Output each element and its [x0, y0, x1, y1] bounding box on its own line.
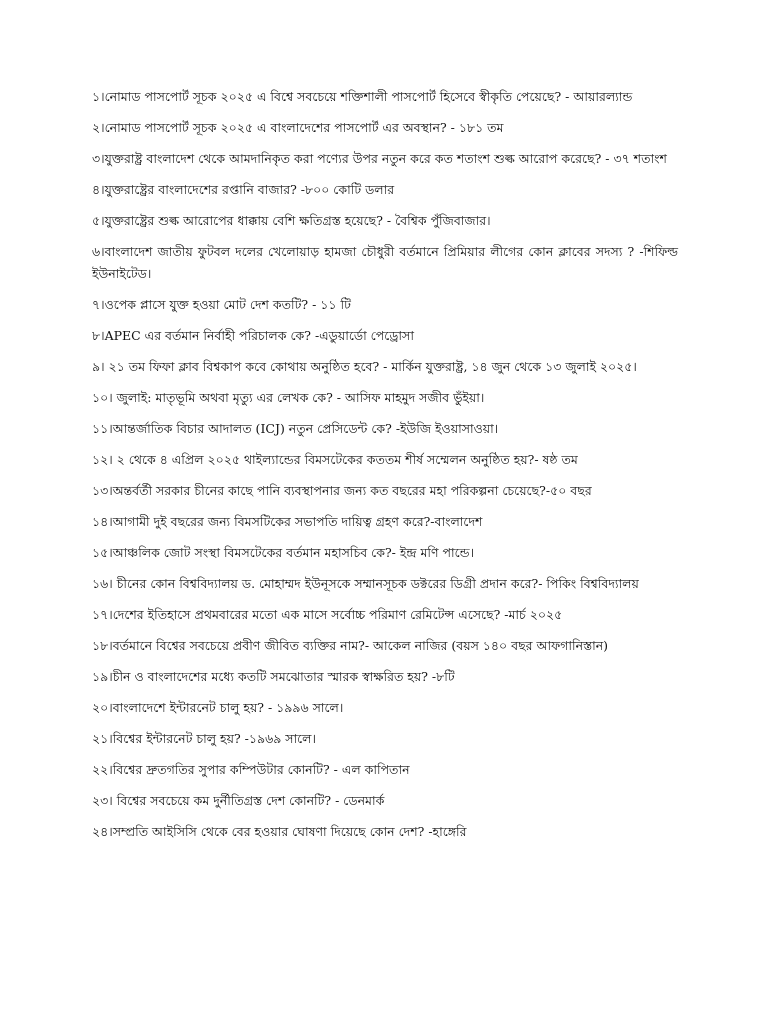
- question-13: ১৩।অন্তর্বর্তী সরকার চীনের কাছে পানি ব্যবস্থাপনার জন্য কত বছরের মহা পরিকল্পনা চেয়েছে?-৫০ বছর: [92, 483, 592, 498]
- question-17: ১৭।দেশের ইতিহাসে প্রথমবারের মতো এক মাসে সর্বোচ্চ পরিমাণ রেমিটেন্স এসেছে? -মার্চ ২০২৫: [92, 607, 563, 622]
- question-8: ৮।APEC এর বর্তমান নির্বাহী পরিচালক কে? -এডুয়ার্ডো পেড্রোসা: [92, 328, 414, 343]
- question-15: ১৫।আঞ্চলিক জোট সংস্থা বিমসটেকের বর্তমান মহাসচিব কে?- ইন্দ্র মণি পান্ডে।: [92, 545, 475, 560]
- question-11: ১১।আন্তর্জাতিক বিচার আদালত (ICJ) নতুন প্রেসিডেন্ট কে? -ইউজি ইওয়াসাওয়া।: [92, 421, 499, 436]
- question-22: ২২।বিশ্বের দ্রুতগতির সুপার কম্পিউটার কোনটি? - এল কাপিতান: [92, 762, 410, 777]
- question-20: ২০।বাংলাদেশে ইন্টারনেট চালু হয়? - ১৯৯৬ সালে।: [92, 700, 344, 715]
- question-16: ১৬। চীনের কোন বিশ্ববিদ্যালয় ড. মোহাম্মদ ইউনূসকে সম্মানসূচক ডক্টরের ডিগ্রী প্রদান করে?- পিকিং বিশ্ববিদ্যালয়: [92, 576, 639, 591]
- question-19: ১৯।চীন ও বাংলাদেশের মধ্যে কতটি সমঝোতার স্মারক স্বাক্ষরিত হয়? -৮টি: [92, 669, 455, 684]
- question-10: ১০। জুলাই: মাতৃভূমি অথবা মৃত্যু এর লেখক কে? - আসিফ মাহমুদ সজীব ভুঁইয়া।: [92, 390, 485, 405]
- question-21: ২১।বিশ্বের ইন্টারনেট চালু হয়? -১৯৬৯ সালে।: [92, 731, 316, 746]
- question-24: ২৪।সম্প্রতি আইসিসি থেকে বের হওয়ার ঘোষণা দিয়েছে কোন দেশ? -হাঙ্গেরি: [92, 824, 467, 839]
- question-18: ১৮।বর্তমানে বিশ্বের সবচেয়ে প্রবীণ জীবিত ব্যক্তির নাম?- আকেল নাজির (বয়স ১৪০ বছর আফগানিস্তান): [92, 638, 609, 653]
- question-14: ১৪।আগামী দুই বছরের জন্য বিমসটিকের সভাপতি দায়িত্ব গ্রহণ করে?-বাংলাদেশ: [92, 514, 483, 529]
- question-12: ১২। ২ থেকে ৪ এপ্রিল ২০২৫ থাইল্যান্ডের বিমসটেকের কততম শীর্ষ সম্মেলন অনুষ্ঠিত হয়?- ষষ্ঠ তম: [92, 452, 578, 467]
- question-5: ৫।যুক্তরাষ্ট্রের শুল্ক আরোপের ধাক্কায় বেশি ক্ষতিগ্রস্ত হয়েছে? - বৈশ্বিক পুঁজিবাজার।: [92, 213, 491, 228]
- question-2: ২।নোমাড পাসপোর্ট সূচক ২০২৫ এ বাংলাদেশের পাসপোর্ট এর অবস্থান? - ১৮১ তম: [92, 120, 504, 135]
- question-23: ২৩। বিশ্বের সবচেয়ে কম দুর্নীতিগ্রস্ত দেশ কোনটি? - ডেনমার্ক: [92, 793, 385, 808]
- question-6: ৬।বাংলাদেশ জাতীয় ফুটবল দলের খেলোয়াড় হামজা চৌধুরী বর্তমানে প্রিমিয়ার লীগের কোন ক্লাবের সদস্য ? -শিফিল্ড ইউনাইটেড।: [92, 244, 678, 281]
- question-list: [92, 86, 678, 852]
- question-3: ৩।যুক্তরাষ্ট্র বাংলাদেশ থেকে আমদানিকৃত করা পণ্যের উপর নতুন করে কত শতাংশ শুল্ক আরোপ করেছে? - ৩৭ শতাংশ: [92, 151, 667, 166]
- question-1: ১।নোমাড পাসপোর্ট সূচক ২০২৫ এ বিশ্বে সবচেয়ে শক্তিশালী পাসপোর্ট হিসেবে স্বীকৃতি পেয়েছে? - আয়ারল্যান্ড: [92, 89, 633, 104]
- question-7: ৭।ওপেক প্লাসে যুক্ত হওয়া মোট দেশ কতটি? - ১১ টি: [92, 297, 351, 312]
- question-9: ৯। ২১ তম ফিফা ক্লাব বিশ্বকাপ কবে কোথায় অনুষ্ঠিত হবে? - মার্কিন যুক্তরাষ্ট্র, ১৪ জুন থেকে ১৩ জুলাই ২০২৫।: [92, 359, 637, 374]
- question-4: ৪।যুক্তরাষ্ট্রের বাংলাদেশের রপ্তানি বাজার? -৮০০ কোটি ডলার: [92, 182, 395, 197]
